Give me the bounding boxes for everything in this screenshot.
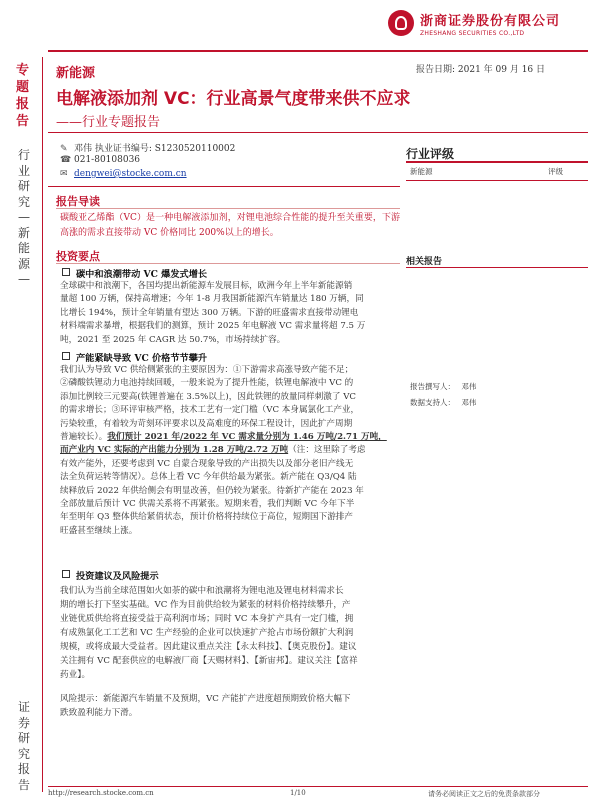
side-char: 研	[18, 179, 31, 193]
report-subtitle: ——行业专题报告	[56, 115, 161, 130]
report-title: 电解液添加剂 VC：行业高景气度带来供不应求	[56, 89, 411, 109]
text-line: 有成熟氯化工工艺和 VC 生产经验的企业可以快速扩产抢占市场份额扩大利润	[60, 628, 354, 638]
points-heading: 投资要点	[56, 250, 100, 263]
side-char: 专	[16, 63, 30, 78]
guide-heading: 报告导读	[56, 195, 100, 208]
side-char: —	[18, 272, 30, 286]
text-line: 期的增长打下坚实基础。VC 作为目前供给较为紧张的材料价格持续攀升，产	[60, 600, 351, 610]
text-span: （注：这里除了考虑	[288, 445, 366, 456]
section1-title-text: 碳中和浪潮带动 VC 爆发式增长	[76, 269, 208, 280]
section2-body	[60, 364, 400, 538]
text-line: 业链优质供给将直接受益于高利润市场；同时 VC 本身扩产具有一定门槛，拥	[60, 614, 354, 624]
analyst-info: 邓伟 执业证书编号: S1230520110002	[74, 144, 236, 154]
risk-text	[60, 692, 400, 720]
rating-title: 行业评级	[406, 147, 455, 161]
header-divider	[48, 132, 588, 133]
side-char: 证	[18, 700, 31, 714]
logo-icon	[388, 10, 414, 36]
highlight-forecast: 我们预计 2021 年/2022 年 VC 需求量分别为 1.46 万吨/2.71 万吨，	[107, 432, 387, 443]
side-char: —	[18, 210, 30, 224]
side-middle-label	[18, 148, 36, 288]
side-tab	[16, 62, 36, 130]
side-bottom-label	[18, 700, 36, 793]
text-span: 普遍较长）。	[60, 432, 108, 443]
checkbox-bullet-icon	[62, 268, 70, 276]
side-char: 能	[18, 241, 31, 255]
rating-divider	[406, 161, 588, 163]
text-line: 旺盛甚至继续上涨。	[60, 525, 138, 536]
section2-title-text: 产能紧缺导致 VC 价格节节攀升	[76, 353, 208, 364]
points-divider	[56, 263, 400, 264]
contact-phone	[60, 155, 140, 165]
report-category: 新能源	[56, 66, 96, 81]
text-line: 年至明年 Q3 整体供给紧俏状态，预计价格将持续位于高位，短期国下游排产	[60, 512, 353, 523]
text-line: 的需求增长；③环评审核严格，技术工艺有一定门槛（VC 本身属氯化工产业，	[60, 405, 360, 416]
guide-text: 碳酸亚乙烯酯（VC）是一种电解液添加剂，对锂电池综合性能的提升至关重要，下游高涨的需求直接带动 VC 价格同比 200%以上的增长。	[60, 213, 400, 238]
text-line: 我们认为当前全球范围如火如荼的碳中和浪潮将为锂电池及锂电材料需求长	[60, 586, 344, 596]
brand-name-cn: 浙商证券股份有限公司	[420, 14, 561, 29]
text-line: 续释放后 2022 年供给侧会有明显改善，但仍较为紧张。待新扩产能在 2023 年	[60, 485, 364, 496]
text-line	[60, 431, 400, 444]
text-line	[60, 444, 400, 457]
side-char: 究	[18, 746, 31, 761]
side-char: 源	[18, 256, 31, 271]
text-line: 规模，或将成最大受益者。因此建议重点关注【永太科技】、【奥克股份】。建议	[60, 642, 357, 652]
text-line: 全球碳中和浪潮下，各国均提出新能源车发展目标，欧洲今年上半年新能源销	[60, 281, 353, 291]
text-line: 风险提示：新能源汽车销量不及预期，VC 产能扩产进度超预期致价格大幅下	[60, 694, 351, 704]
section1-body	[60, 280, 400, 347]
side-char: 研	[18, 731, 31, 745]
brand-name-en: ZHESHANG SECURITIES CO.,LTD	[420, 30, 525, 37]
side-char: 题	[16, 80, 30, 95]
pen-icon: ✎	[60, 144, 68, 154]
text-line: ②磷酸铁锂动力电池持续回暖，一般来说为了提升性能，铁锂电解液中 VC 的	[60, 378, 354, 389]
section1-title	[62, 266, 207, 280]
side-char: 究	[18, 194, 31, 209]
side-char: 券	[18, 715, 31, 730]
text-line: 跌致盈利能力下滑。	[60, 708, 138, 718]
side-char: 告	[18, 777, 31, 792]
contact-divider	[48, 186, 400, 187]
side-char: 业	[18, 163, 31, 178]
text-line: 有效产能外，还要考虑到 VC 自蒙合现象导致的产出损失以及部分老旧产线无	[60, 458, 354, 469]
text-line: 全部放量后预计 VC 供需关系将不再紧张。短期来看，我们判断 VC 今年下半	[60, 499, 355, 510]
support-name: 邓伟	[461, 398, 477, 407]
side-divider	[42, 57, 43, 792]
side-char: 报	[18, 762, 31, 776]
support-row	[410, 397, 476, 408]
rating-sector: 新能源	[410, 167, 433, 176]
text-line: 法全负荷运转等情况）。总体上看 VC 今年供给最为紧张。新产能在 Q3/Q4 陆	[60, 472, 357, 483]
footer-disclaimer: 请务必阅读正文之后的免责条款部分	[428, 790, 540, 798]
support-label: 数据支持人：	[410, 398, 455, 407]
text-line: 我们认为导致 VC 供给侧紧张的主要原因为：①下游需求高涨导致产能不足；	[60, 365, 354, 375]
highlight-capacity: 而产业内 VC 实际的产出能力分别为 1.28 万吨/2.72 万吨	[60, 445, 289, 456]
side-char: 新	[18, 225, 31, 240]
related-divider	[406, 267, 588, 268]
text-line: 添加比例较三元要高(铁锂普遍在 3.5%以上)，因此铁锂的放量同样刺激了 VC	[60, 391, 357, 402]
side-char: 告	[16, 114, 30, 129]
rating-bottom-divider	[406, 180, 588, 181]
brand-logo	[388, 8, 588, 48]
writer-label: 报告撰写人：	[410, 382, 455, 391]
section3-title-text: 投资建议及风险提示	[76, 571, 159, 582]
text-line: 污染较重，有着较为苛刻环评要求以及高难度的环保工程设计，因此扩产周期	[60, 418, 353, 429]
contact-email	[60, 169, 187, 179]
side-char: 报	[16, 97, 30, 112]
text-line: 比增长 194%，预计全年销量有望达 300 万辆。下游的旺盛需求直接带动锂电	[60, 307, 359, 318]
checkbox-bullet-icon	[62, 352, 70, 360]
footer-url[interactable]: http://research.stocke.com.cn	[48, 789, 154, 797]
rating-value: 评级	[548, 167, 563, 176]
contact-analyst	[60, 141, 235, 154]
page-number: 1/10	[290, 789, 306, 797]
report-date: 报告日期: 2021 年 09 月 16 日	[416, 65, 546, 75]
email-link[interactable]: dengwei@stocke.com.cn	[74, 169, 187, 179]
top-divider	[48, 50, 588, 52]
phone-number: 021-80108036	[74, 155, 141, 165]
text-line: 药业】。	[60, 670, 91, 680]
related-reports-heading: 相关报告	[406, 257, 443, 267]
guide-divider	[56, 208, 400, 209]
writer-name: 邓伟	[461, 382, 477, 391]
text-line: 量超 100 万辆，保持高增速；今年 1-8 月我国新能源汽车销量达 180 万辆，同	[60, 294, 364, 305]
side-char: 行	[18, 148, 31, 162]
phone-icon: ☎	[60, 155, 72, 165]
text-line: 材料端需求暴增，根据我们的测算，预计 2025 年电解液 VC 需求量将超 7.5 万	[60, 321, 366, 332]
checkbox-bullet-icon	[62, 570, 70, 578]
text-line: 吨，2021 至 2025 年 CAGR 达 50.7%，市场持续扩容。	[60, 334, 286, 345]
section2-title	[62, 350, 207, 364]
mail-icon: ✉	[60, 169, 68, 179]
footer-divider	[48, 786, 588, 787]
section3-body	[60, 584, 400, 682]
section3-title	[62, 568, 159, 582]
text-line: 关注拥有 VC 配套供应的电解液厂商【天赐材料】、【新宙邦】。建议关注【富祥	[60, 656, 358, 666]
writer-row	[410, 381, 476, 392]
